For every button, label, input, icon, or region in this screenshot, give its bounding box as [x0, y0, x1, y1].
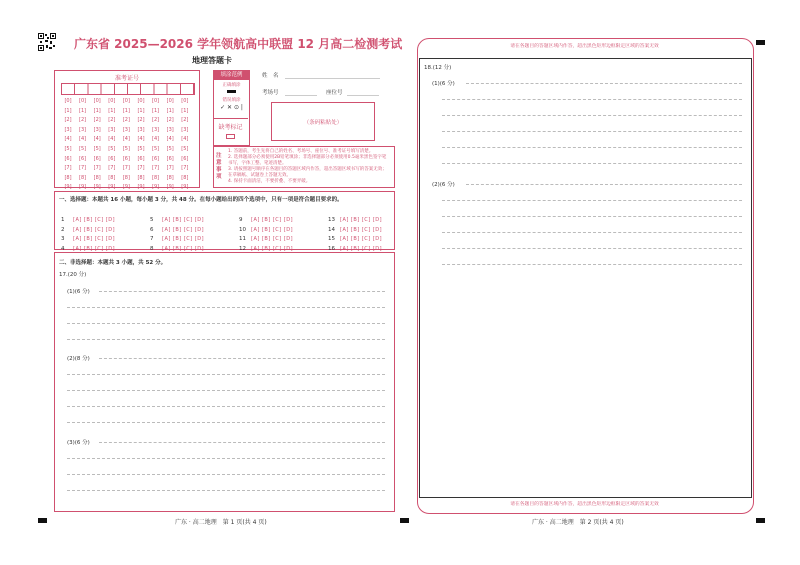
- corner-mark-bl: [38, 518, 47, 523]
- wrong-fill-label: 错误填涂: [222, 98, 241, 103]
- digit-bubble[interactable]: [5]: [152, 145, 160, 152]
- exam-id-box: [54, 70, 200, 191]
- exam-id-label: 准考证号: [114, 75, 139, 82]
- digit-bubble[interactable]: [4]: [152, 136, 160, 143]
- digit-bubble[interactable]: [9]: [166, 184, 174, 191]
- digit-bubble[interactable]: [1]: [79, 107, 87, 114]
- digit-bubble[interactable]: [0]: [152, 98, 160, 104]
- digit-bubble[interactable]: [8]: [79, 174, 87, 181]
- seat-field[interactable]: [347, 95, 379, 96]
- digit-bubble[interactable]: [2]: [166, 117, 174, 124]
- digit-bubble[interactable]: [2]: [64, 117, 72, 124]
- q17-part3-answer-lines[interactable]: [67, 442, 385, 491]
- answer-options[interactable]: [A] [B] [C] [D]: [73, 226, 116, 233]
- digit-bubble[interactable]: [1]: [166, 107, 174, 114]
- question-number: 3: [61, 236, 65, 242]
- digit-bubble[interactable]: [2]: [181, 117, 189, 124]
- exam-id-column[interactable]: [90, 97, 104, 193]
- digit-bubble[interactable]: [0]: [79, 98, 87, 104]
- digit-bubble[interactable]: [9]: [122, 184, 130, 191]
- question-number: 15: [328, 236, 335, 242]
- digit-bubble[interactable]: [4]: [64, 136, 72, 143]
- digit-bubble[interactable]: [8]: [64, 174, 72, 181]
- answer-options[interactable]: [A] [B] [C] [D]: [251, 226, 294, 233]
- digit-bubble[interactable]: [6]: [122, 155, 130, 162]
- right-warning-top: 请在各题目的答题区域内作答，超出黑色矩形边框限定区域的答案无效: [510, 44, 659, 49]
- name-label: 姓 名: [262, 73, 279, 79]
- exam-id-column[interactable]: [76, 97, 90, 193]
- digit-bubble[interactable]: [0]: [181, 98, 189, 104]
- digit-bubble[interactable]: [7]: [137, 165, 145, 172]
- section2-title: 二、非选择题：本题共 3 小题，共 52 分。: [59, 260, 167, 266]
- digit-bubble[interactable]: [7]: [93, 165, 101, 172]
- digit-bubble[interactable]: [9]: [79, 184, 87, 191]
- digit-bubble[interactable]: [5]: [166, 145, 174, 152]
- digit-bubble[interactable]: [9]: [93, 184, 101, 191]
- digit-bubble[interactable]: [9]: [108, 184, 116, 191]
- digit-bubble[interactable]: [3]: [166, 126, 174, 133]
- question-number: 4: [61, 245, 65, 252]
- barcode-area: [271, 102, 375, 141]
- barcode-label: （条码粘贴处）: [303, 119, 343, 126]
- exam-id-column[interactable]: [149, 97, 163, 193]
- digit-bubble[interactable]: [1]: [137, 107, 145, 114]
- answer-options[interactable]: [A] [B] [C] [D]: [251, 217, 294, 223]
- digit-bubble[interactable]: [7]: [64, 165, 72, 172]
- mcq-row[interactable]: [150, 235, 204, 254]
- digit-bubble[interactable]: [9]: [64, 184, 72, 191]
- digit-bubble[interactable]: [4]: [108, 136, 116, 143]
- digit-bubble[interactable]: [2]: [152, 117, 160, 124]
- page-title: 广东省 2025—2026 学年领航高中联盟 12 月高二检测考试: [74, 37, 403, 51]
- digit-bubble[interactable]: [8]: [181, 174, 189, 181]
- section1-box: [54, 191, 395, 250]
- digit-bubble[interactable]: [1]: [93, 107, 101, 114]
- q18-label: 18.(12 分): [424, 65, 452, 71]
- q18-part1-label: (1)(6 分): [432, 81, 455, 87]
- q17-part2-label: (2)(8 分): [67, 356, 90, 362]
- question-number: 2: [61, 226, 65, 233]
- digit-bubble[interactable]: [7]: [152, 165, 160, 172]
- center-mark: [400, 518, 409, 523]
- digit-bubble[interactable]: [8]: [166, 174, 174, 181]
- q17-part1-answer-lines[interactable]: [67, 291, 385, 340]
- wrong-fill-marks: ✓ ✕ ⊙ |: [220, 104, 243, 111]
- digit-bubble[interactable]: [0]: [122, 98, 130, 104]
- digit-bubble[interactable]: [4]: [181, 136, 189, 143]
- digit-bubble[interactable]: [6]: [137, 155, 145, 162]
- digit-bubble[interactable]: [7]: [122, 165, 130, 172]
- name-field[interactable]: [285, 78, 380, 79]
- question-number: 5: [150, 217, 154, 223]
- absent-checkbox[interactable]: [226, 134, 235, 139]
- digit-bubble[interactable]: [7]: [166, 165, 174, 172]
- digit-bubble[interactable]: [0]: [166, 98, 174, 104]
- mcq-grid[interactable]: [61, 206, 391, 252]
- q17-part2-answer-lines[interactable]: [67, 358, 385, 423]
- exam-id-input-cells[interactable]: [61, 83, 195, 95]
- page-subtitle: 地理答题卡: [192, 56, 232, 65]
- exam-id-column[interactable]: [61, 97, 75, 193]
- digit-bubble[interactable]: [2]: [93, 117, 101, 124]
- fill-example-title: 填涂范例: [214, 71, 249, 80]
- exam-id-column[interactable]: [105, 97, 119, 193]
- digit-bubble[interactable]: [1]: [64, 107, 72, 114]
- footer-left: 广东 · 高二地理 第 1 页(共 4 页): [175, 519, 267, 526]
- absent-label: 缺考标记: [218, 124, 243, 131]
- room-field[interactable]: [285, 95, 317, 96]
- answer-options[interactable]: [A] [B] [C] [D]: [340, 236, 383, 242]
- digit-bubble[interactable]: [1]: [108, 107, 116, 114]
- q17-label: 17.(20 分): [59, 272, 87, 278]
- digit-bubble[interactable]: [3]: [152, 126, 160, 133]
- digit-bubble[interactable]: [6]: [152, 155, 160, 162]
- question-number: 9: [239, 217, 243, 223]
- q18-part2-answer-lines[interactable]: [442, 184, 742, 265]
- answer-options[interactable]: [A] [B] [C] [D]: [340, 226, 383, 233]
- digit-bubble[interactable]: [4]: [93, 136, 101, 143]
- q18-part1-answer-lines[interactable]: [442, 83, 742, 164]
- digit-bubble[interactable]: [5]: [79, 145, 87, 152]
- exam-id-column[interactable]: [134, 97, 148, 193]
- note-line: 3. 请按照题号顺序在各题目的答题区域内作答，超出答题区域书写的答案无效；在草稿纸、试题卷上答题无效。: [228, 167, 387, 178]
- answer-options[interactable]: [A] [B] [C] [D]: [73, 217, 116, 223]
- digit-bubble[interactable]: [7]: [108, 165, 116, 172]
- q17-part3-label: (3)(6 分): [67, 440, 90, 446]
- exam-id-bubble-grid[interactable]: [61, 97, 193, 193]
- digit-bubble[interactable]: [3]: [79, 126, 87, 133]
- corner-mark-br: [756, 518, 765, 523]
- digit-bubble[interactable]: [2]: [79, 117, 87, 124]
- digit-bubble[interactable]: [8]: [152, 174, 160, 181]
- digit-bubble[interactable]: [3]: [122, 126, 130, 133]
- question-number: 8: [150, 245, 154, 252]
- mcq-row[interactable]: [239, 235, 293, 254]
- digit-bubble[interactable]: [2]: [108, 117, 116, 124]
- digit-bubble[interactable]: [3]: [108, 126, 116, 133]
- digit-bubble[interactable]: [1]: [152, 107, 160, 114]
- digit-bubble[interactable]: [0]: [64, 98, 72, 104]
- question-number: 10: [239, 226, 246, 233]
- exam-id-column[interactable]: [178, 97, 192, 193]
- notes-text: [228, 149, 390, 185]
- digit-bubble[interactable]: [3]: [93, 126, 101, 133]
- answer-options[interactable]: [A] [B] [C] [D]: [73, 245, 116, 252]
- digit-bubble[interactable]: [5]: [108, 145, 116, 152]
- digit-bubble[interactable]: [5]: [64, 145, 72, 152]
- corner-mark-tr: [756, 40, 765, 45]
- question-number: 11: [239, 236, 246, 242]
- answer-options[interactable]: [A] [B] [C] [D]: [251, 245, 294, 252]
- answer-options[interactable]: [A] [B] [C] [D]: [73, 236, 116, 242]
- question-number: 1: [61, 217, 65, 223]
- q18-part2-label: (2)(6 分): [432, 182, 455, 188]
- digit-bubble[interactable]: [6]: [93, 155, 101, 162]
- qr-code-icon: [38, 33, 56, 51]
- answer-options[interactable]: [A] [B] [C] [D]: [162, 217, 205, 223]
- exam-id-column[interactable]: [163, 97, 177, 193]
- mcq-row[interactable]: [61, 235, 115, 254]
- note-line: 4. 保持卡面清洁，不要折叠、不要弄破。: [228, 179, 311, 184]
- digit-bubble[interactable]: [6]: [64, 155, 72, 162]
- notes-box: [213, 146, 395, 188]
- absent-mark-box: [213, 118, 248, 145]
- digit-bubble[interactable]: [4]: [166, 136, 174, 143]
- question-number: 12: [239, 245, 246, 252]
- digit-bubble[interactable]: [0]: [108, 98, 116, 104]
- question-number: 6: [150, 226, 154, 233]
- digit-bubble[interactable]: [2]: [137, 117, 145, 124]
- digit-bubble[interactable]: [9]: [152, 184, 160, 191]
- digit-bubble[interactable]: [0]: [93, 98, 101, 104]
- digit-bubble[interactable]: [9]: [181, 184, 189, 191]
- digit-bubble[interactable]: [8]: [108, 174, 116, 181]
- answer-options[interactable]: [A] [B] [C] [D]: [162, 245, 205, 252]
- question-number: 13: [328, 217, 335, 223]
- digit-bubble[interactable]: [3]: [64, 126, 72, 133]
- note-line: 2. 选择题部分必须使用2B铅笔填涂；非选择题部分必须使用0.5毫米黑色签字笔书写，字体工整、笔迹清楚。: [228, 155, 387, 166]
- answer-options[interactable]: [A] [B] [C] [D]: [340, 245, 383, 252]
- digit-bubble[interactable]: [4]: [122, 136, 130, 143]
- note-line: 1. 答题前，考生先将自己的姓名、考场号、座位号、准考证号填写清楚。: [228, 149, 374, 154]
- digit-bubble[interactable]: [1]: [122, 107, 130, 114]
- question-number: 7: [150, 236, 154, 242]
- answer-options[interactable]: [A] [B] [C] [D]: [251, 236, 294, 242]
- digit-bubble[interactable]: [6]: [166, 155, 174, 162]
- digit-bubble[interactable]: [9]: [137, 184, 145, 191]
- digit-bubble[interactable]: [1]: [181, 107, 189, 114]
- correct-fill-mark: [227, 90, 236, 93]
- digit-bubble[interactable]: [4]: [79, 136, 87, 143]
- exam-id-column[interactable]: [119, 97, 133, 193]
- question-number: 16: [328, 245, 335, 252]
- notes-label: 注意事项: [216, 153, 222, 180]
- q18-answer-box: [419, 58, 752, 498]
- correct-fill-label: 正确填涂: [222, 83, 241, 88]
- seat-label: 座位号: [326, 90, 343, 96]
- digit-bubble[interactable]: [8]: [93, 174, 101, 181]
- digit-bubble[interactable]: [8]: [122, 174, 130, 181]
- section2-box: [54, 252, 395, 512]
- section1-title: 一、选择题：本题共 16 小题，每小题 3 分，共 48 分。在每小题给出的四个选项中，只有一项是符合题目要求的。: [59, 197, 343, 203]
- digit-bubble[interactable]: [4]: [137, 136, 145, 143]
- digit-bubble[interactable]: [2]: [122, 117, 130, 124]
- digit-bubble[interactable]: [0]: [137, 98, 145, 104]
- answer-options[interactable]: [A] [B] [C] [D]: [340, 217, 383, 223]
- digit-bubble[interactable]: [5]: [93, 145, 101, 152]
- digit-bubble[interactable]: [3]: [181, 126, 189, 133]
- right-warning-bottom: 请在各题目的答题区域内作答，超出黑色矩形边框限定区域的答案无效: [510, 502, 659, 507]
- answer-options[interactable]: [A] [B] [C] [D]: [162, 226, 205, 233]
- digit-bubble[interactable]: [6]: [108, 155, 116, 162]
- answer-options[interactable]: [A] [B] [C] [D]: [162, 236, 205, 242]
- digit-bubble[interactable]: [5]: [137, 145, 145, 152]
- digit-bubble[interactable]: [5]: [181, 145, 189, 152]
- footer-right: 广东 · 高二地理 第 2 页(共 4 页): [532, 519, 624, 526]
- digit-bubble[interactable]: [6]: [181, 155, 189, 162]
- digit-bubble[interactable]: [8]: [137, 174, 145, 181]
- digit-bubble[interactable]: [3]: [137, 126, 145, 133]
- digit-bubble[interactable]: [5]: [122, 145, 130, 152]
- q17-part1-label: (1)(6 分): [67, 289, 90, 295]
- room-label: 考场号: [262, 90, 279, 96]
- digit-bubble[interactable]: [6]: [79, 155, 87, 162]
- digit-bubble[interactable]: [7]: [79, 165, 87, 172]
- digit-bubble[interactable]: [7]: [181, 165, 189, 172]
- mcq-row[interactable]: [328, 235, 382, 254]
- question-number: 14: [328, 226, 335, 233]
